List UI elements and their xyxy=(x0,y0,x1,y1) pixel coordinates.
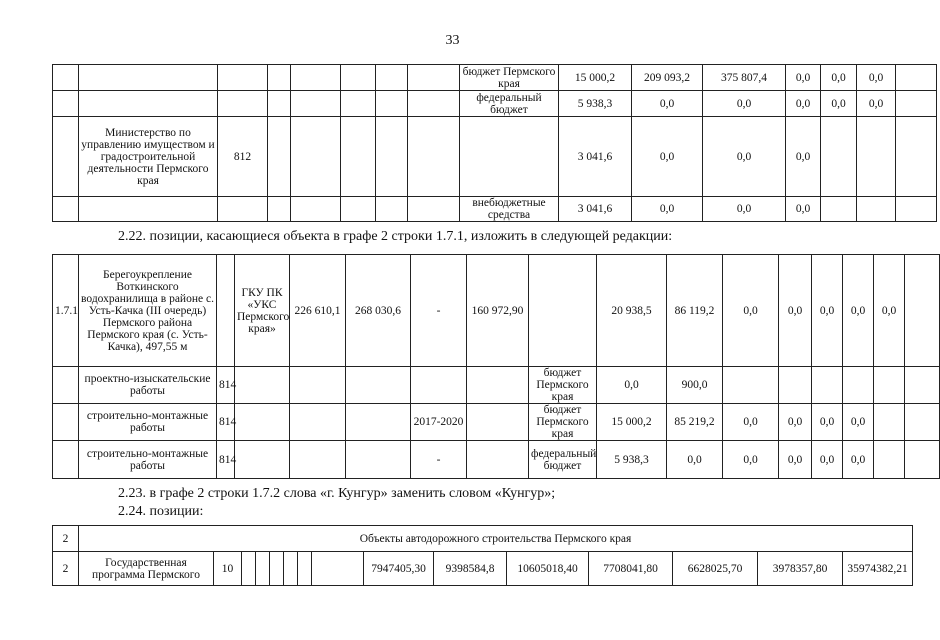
value-cell: 9398584,8 xyxy=(434,552,507,586)
paragraph-2-23: 2.23. в графе 2 строки 1.7.2 слова «г. Кунгур» заменить словом «Кунгур»; xyxy=(118,486,556,501)
value-cell: 0,0 xyxy=(703,197,786,222)
paragraph-2-22: 2.22. позиции, касающиеся объекта в графе 2 строки 1.7.1, изложить в следующей редакции: xyxy=(118,229,673,244)
work-type-cell: строительно-монтажные работы xyxy=(79,441,217,479)
value-cell: 0,0 xyxy=(632,117,703,197)
value-cell: 0,0 xyxy=(857,65,896,91)
table-row xyxy=(53,65,937,91)
table-row xyxy=(53,526,913,552)
value-cell: 85 219,2 xyxy=(667,404,723,441)
value-cell: 5 938,3 xyxy=(559,91,632,117)
value-cell: 0,0 xyxy=(779,441,812,479)
section-title: Объекты автодорожного строительства Пермского края xyxy=(79,526,913,552)
value-cell: 6628025,70 xyxy=(673,552,758,586)
value-cell: 0,0 xyxy=(703,91,786,117)
value-cell: 0,0 xyxy=(779,255,812,367)
program-name-cell: Государственная программа Пермского xyxy=(79,552,214,586)
work-type-cell: строительно-монтажные работы xyxy=(79,404,217,441)
value-cell: 3 041,6 xyxy=(559,117,632,197)
customer-cell: ГКУ ПК «УКС Пермского края» xyxy=(235,255,290,367)
value-cell: 0,0 xyxy=(786,65,821,91)
code-cell: 814 xyxy=(217,404,235,441)
value-cell: - xyxy=(411,255,467,367)
value-cell: 160 972,90 xyxy=(467,255,529,367)
code-cell: 814 xyxy=(217,441,235,479)
value-cell: 0,0 xyxy=(843,255,874,367)
value-cell: 10605018,40 xyxy=(507,552,589,586)
value-cell: 0,0 xyxy=(843,404,874,441)
row-number: 1.7.1 xyxy=(53,255,79,367)
value-cell: 7947405,30 xyxy=(364,552,434,586)
value-cell: 0,0 xyxy=(703,117,786,197)
value-cell: 0,0 xyxy=(821,91,857,117)
period-cell: 2017-2020 xyxy=(411,404,467,441)
value-cell: 0,0 xyxy=(786,197,821,222)
budget-table-top xyxy=(52,64,937,222)
road-objects-table xyxy=(52,525,913,586)
value-cell: 0,0 xyxy=(723,404,779,441)
value-cell: 375 807,4 xyxy=(703,65,786,91)
table-row xyxy=(53,117,937,197)
value-cell: 0,0 xyxy=(812,441,843,479)
value-cell: 268 030,6 xyxy=(346,255,411,367)
organization-name-cell: Министерство по управлению имуществом и градостроительной деятельности Пермского края xyxy=(79,117,218,197)
funding-source-cell: бюджет Пермского края xyxy=(460,65,559,91)
value-cell: 0,0 xyxy=(874,255,905,367)
value-cell: 0,0 xyxy=(786,117,821,197)
value-cell: 226 610,1 xyxy=(290,255,346,367)
funding-source-cell: федеральный бюджет xyxy=(460,91,559,117)
code-cell: 812 xyxy=(218,117,268,197)
value-cell: 0,0 xyxy=(786,91,821,117)
paragraph-2-24: 2.24. позиции: xyxy=(118,504,204,519)
value-cell: 35974382,21 xyxy=(843,552,913,586)
table-row xyxy=(53,552,913,586)
value-cell: 0,0 xyxy=(723,255,779,367)
value-cell: 5 938,3 xyxy=(597,441,667,479)
value-cell: 86 119,2 xyxy=(667,255,723,367)
value-cell: 3978357,80 xyxy=(758,552,843,586)
funding-source-cell: бюджет Пермского края xyxy=(529,367,597,404)
value-cell: 15 000,2 xyxy=(559,65,632,91)
row-number: 2 xyxy=(53,552,79,586)
value-cell: 0,0 xyxy=(667,441,723,479)
value-cell: 0,0 xyxy=(812,255,843,367)
table-row xyxy=(53,255,940,367)
value-cell: 0,0 xyxy=(723,441,779,479)
table-row xyxy=(53,197,937,222)
object-name-cell: Берегоукрепление Воткинского водохранилища в районе с. Усть-Качка (III очередь) Пермского района Пермского края (с. Усть-Качка), 497,55 м xyxy=(79,255,217,367)
page-number: 33 xyxy=(445,33,460,48)
value-cell: 900,0 xyxy=(667,367,723,404)
code-cell: 814 xyxy=(217,367,235,404)
value-cell: 0,0 xyxy=(821,65,857,91)
funding-source-cell: федеральный бюджет xyxy=(529,441,597,479)
value-cell: 0,0 xyxy=(632,197,703,222)
value-cell: 0,0 xyxy=(597,367,667,404)
table-row xyxy=(53,91,937,117)
value-cell: 15 000,2 xyxy=(597,404,667,441)
value-cell: 20 938,5 xyxy=(597,255,667,367)
value-cell: 0,0 xyxy=(857,91,896,117)
value-cell: 0,0 xyxy=(843,441,874,479)
table-row xyxy=(53,404,940,441)
table-row xyxy=(53,441,940,479)
table-row xyxy=(53,367,940,404)
value-cell: 7708041,80 xyxy=(589,552,673,586)
section-number: 2 xyxy=(53,526,79,552)
value-cell: 0,0 xyxy=(632,91,703,117)
value-cell: 0,0 xyxy=(779,404,812,441)
object-table xyxy=(52,254,940,479)
value-cell: 209 093,2 xyxy=(632,65,703,91)
funding-source-cell: внебюджетные средства xyxy=(460,197,559,222)
period-cell: - xyxy=(411,441,467,479)
value-cell: 0,0 xyxy=(812,404,843,441)
funding-source-cell: бюджет Пермского края xyxy=(529,404,597,441)
code-cell: 10 xyxy=(214,552,242,586)
work-type-cell: проектно-изыскательские работы xyxy=(79,367,217,404)
value-cell: 3 041,6 xyxy=(559,197,632,222)
